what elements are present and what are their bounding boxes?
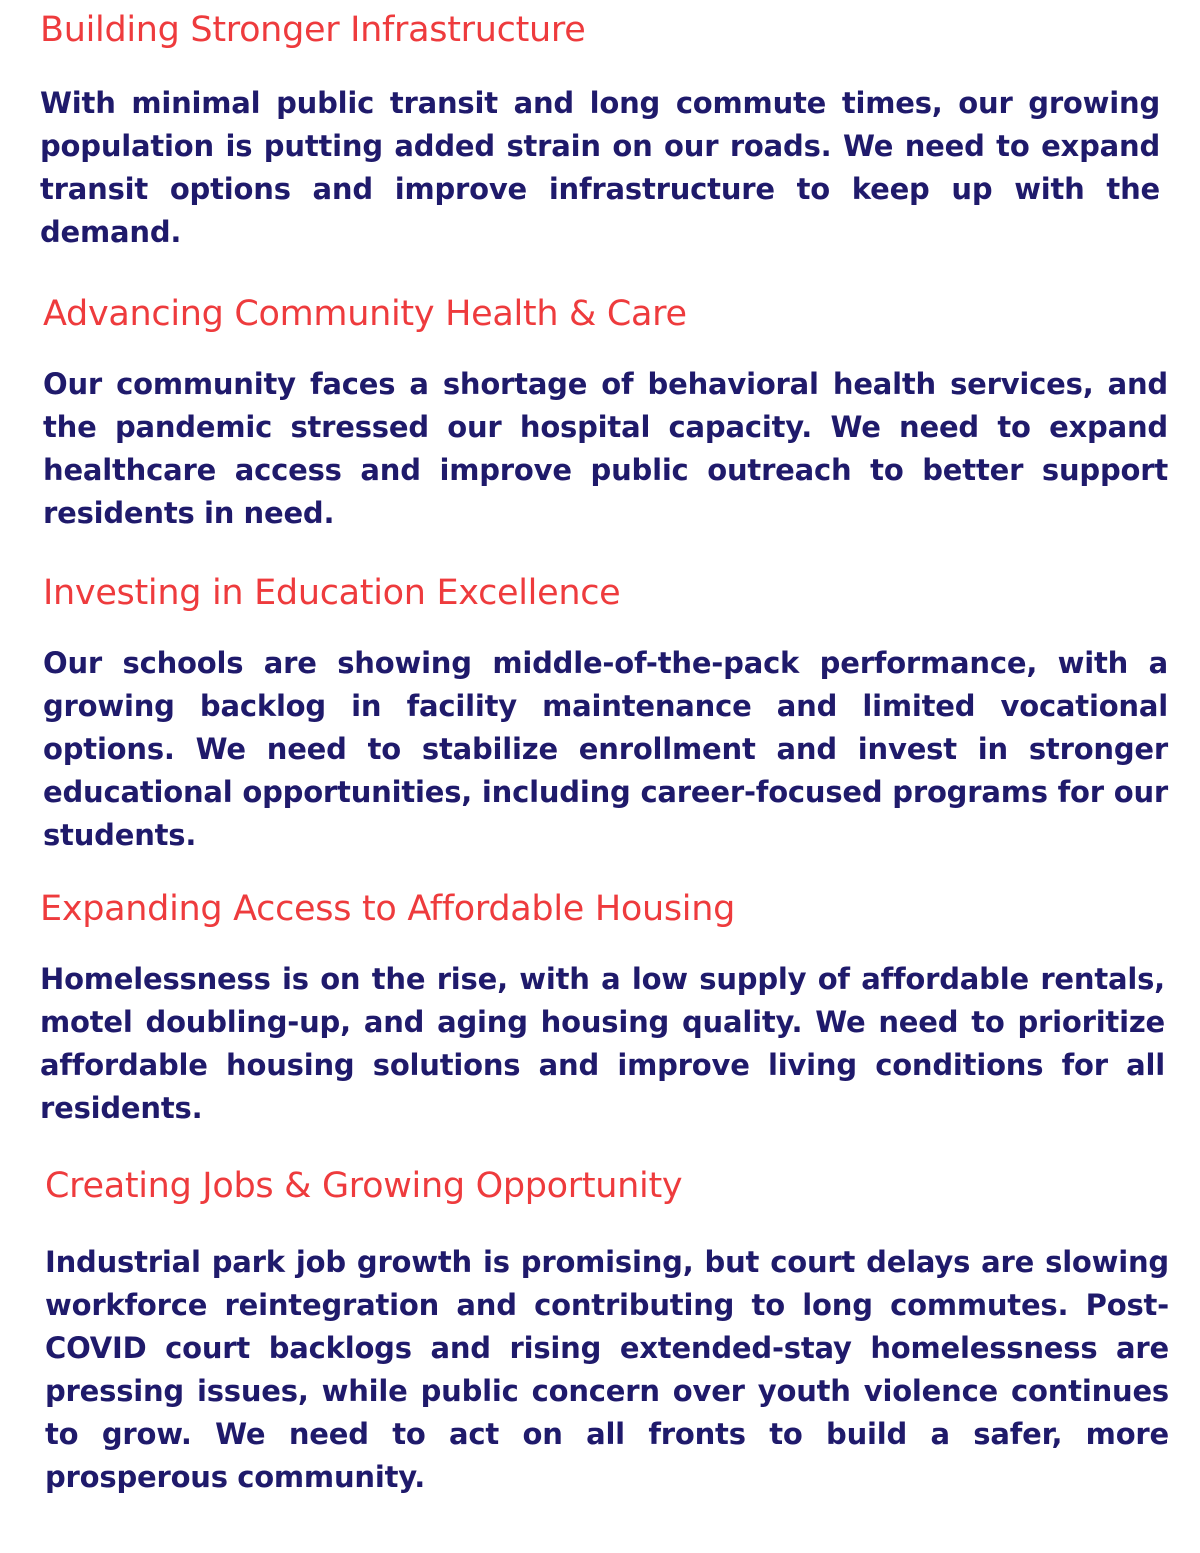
- section-heading: Investing in Education Excellence: [43, 573, 621, 613]
- section-heading: Expanding Access to Affordable Housing: [40, 889, 736, 929]
- section-body: Industrial park job growth is promising, but court delays are slowing workforce reintegration and contributing to long commutes. Post-COVID court backlogs and rising extended-stay homelessness are pressing issues, while public concern over youth violence continues to grow. We need to act on all fronts to build a safer, more prosperous community.: [45, 1245, 1169, 1494]
- section-education: [43, 572, 1168, 857]
- section-heading: Advancing Community Health & Care: [43, 294, 687, 334]
- section-housing: [40, 888, 1165, 1130]
- section-jobs: [45, 1165, 1169, 1499]
- section-infrastructure: [40, 9, 1160, 254]
- section-body: Homelessness is on the rise, with a low supply of affordable rentals, motel doubling-up, and aging housing quality. We need to prioritize affordable housing solutions and improve living conditions for all residents.: [40, 962, 1165, 1125]
- section-heading: Building Stronger Infrastructure: [40, 10, 586, 50]
- section-heading: Creating Jobs & Growing Opportunity: [45, 1166, 683, 1206]
- section-health: [43, 293, 1168, 535]
- section-body: Our community faces a shortage of behavioral health services, and the pandemic stressed our hospital capacity. We need to expand healthcare access and improve public outreach to better support residents in need.: [43, 367, 1168, 530]
- section-body: Our schools are showing middle-of-the-pack performance, with a growing backlog in facility maintenance and limited vocational options. We need to stabilize enrollment and invest in stronger educational opportunities, including career-focused programs for our students.: [43, 646, 1168, 852]
- section-body: With minimal public transit and long commute times, our growing population is putting added strain on our roads. We need to expand transit options and improve infrastructure to keep up with the demand.: [40, 86, 1160, 249]
